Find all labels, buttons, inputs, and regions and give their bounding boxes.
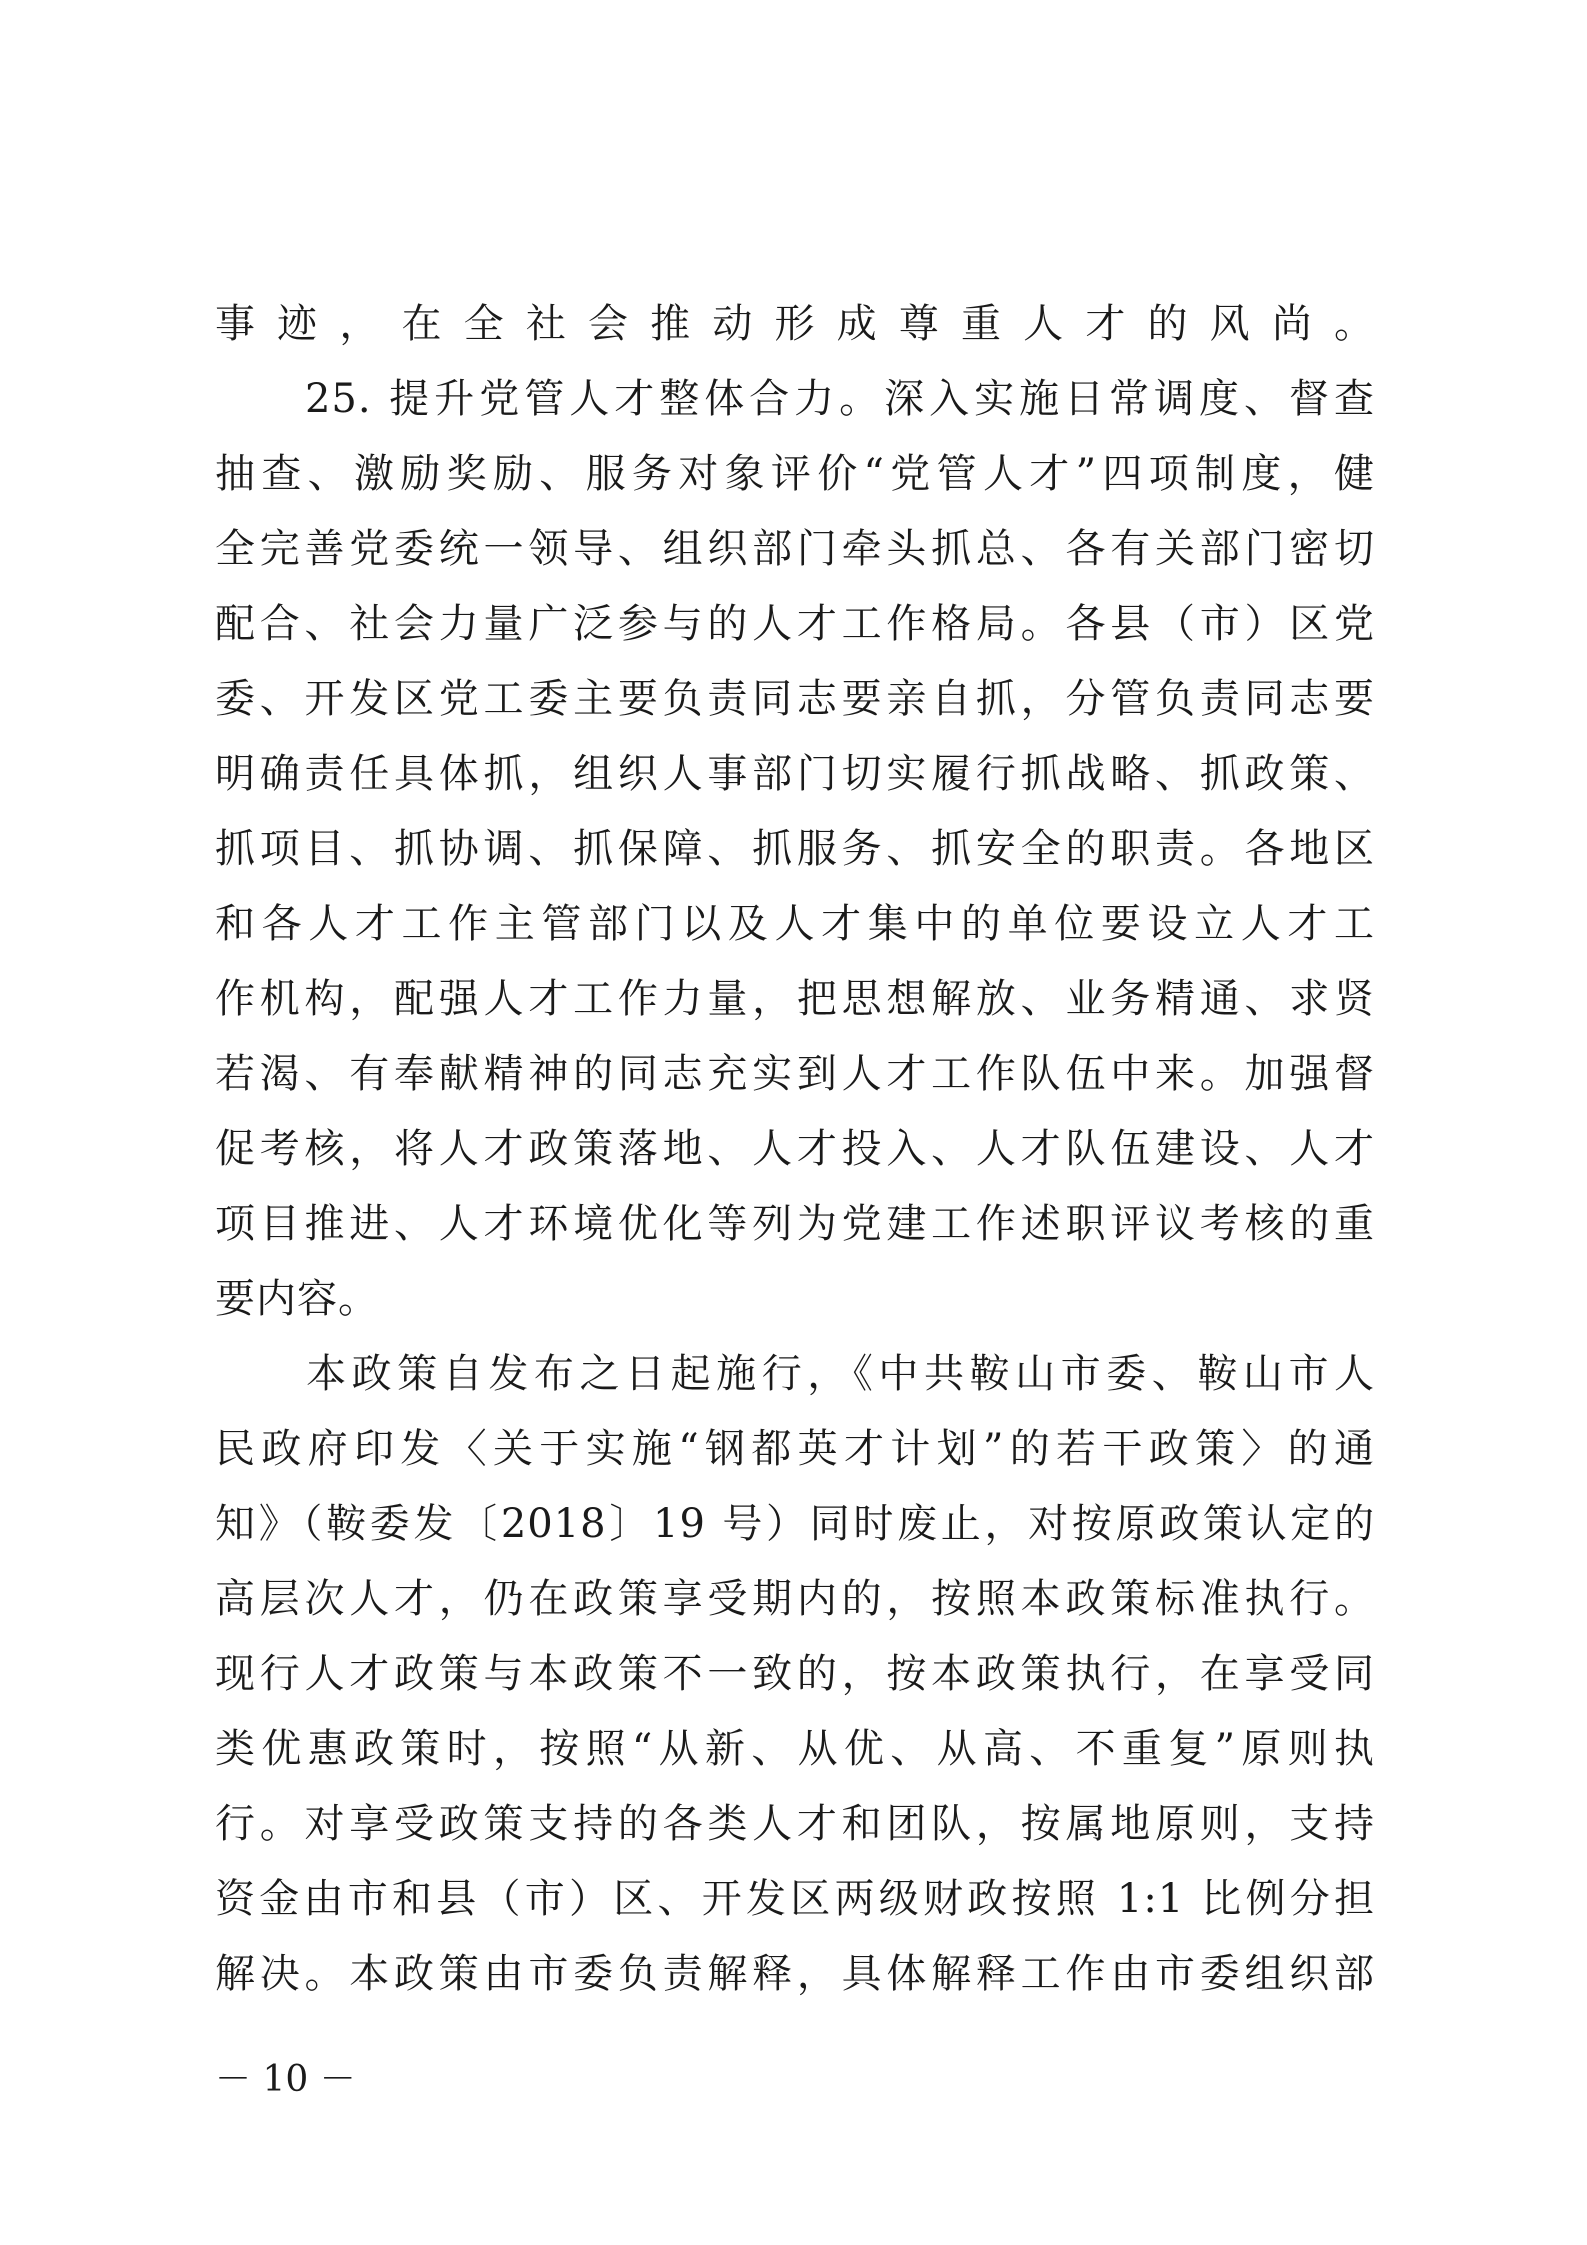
text-line: 作机构，配强人才工作力量，把思想解放、业务精通、求贤 xyxy=(215,976,1375,1022)
text-line: 现行人才政策与本政策不一致的，按本政策执行，在享受同 xyxy=(215,1651,1375,1697)
text-line: 和各人才工作主管部门以及人才集中的单位要设立人才工 xyxy=(215,901,1375,947)
text-line: 抽查、激励奖励、服务对象评价“党管人才”四项制度，健 xyxy=(215,451,1375,497)
text-line: 若渴、有奉献精神的同志充实到人才工作队伍中来。加强督 xyxy=(215,1051,1375,1097)
text-line: 民政府印发〈关于实施“钢都英才计划”的若干政策〉的通 xyxy=(215,1426,1375,1472)
text-line: 委、开发区党工委主要负责同志要亲自抓，分管负责同志要 xyxy=(215,676,1375,722)
text-line: 促考核，将人才政策落地、人才投入、人才队伍建设、人才 xyxy=(215,1126,1375,1172)
text-line: 全完善党委统一领导、组织部门牵头抓总、各有关部门密切 xyxy=(215,526,1375,572)
text-line: 高层次人才，仍在政策享受期内的，按照本政策标准执行。 xyxy=(215,1576,1375,1622)
text-line: 事迹，在全社会推动形成尊重人才的风尚。 xyxy=(215,301,1375,347)
text-line: 类优惠政策时，按照“从新、从优、从高、不重复”原则执 xyxy=(215,1726,1375,1772)
text-line: 项目推进、人才环境优化等列为党建工作述职评议考核的重 xyxy=(215,1201,1375,1247)
text-line: 抓项目、抓协调、抓保障、抓服务、抓安全的职责。各地区 xyxy=(215,826,1375,872)
page-number: － 10 － xyxy=(215,2059,356,2100)
text-line: 资金由市和县（市）区、开发区两级财政按照 1:1 比例分担 xyxy=(215,1876,1375,1922)
text-line: 行。对享受政策支持的各类人才和团队，按属地原则，支持 xyxy=(215,1801,1375,1847)
text-line: 解决。本政策由市委负责解释，具体解释工作由市委组织部 xyxy=(215,1951,1375,1997)
text-line: 知》（鞍委发〔2018〕19 号）同时废止，对按原政策认定的 xyxy=(215,1501,1375,1547)
text-line: 明确责任具体抓，组织人事部门切实履行抓战略、抓政策、 xyxy=(215,751,1375,797)
text-line: 要内容。 xyxy=(215,1276,379,1322)
text-line: 本政策自发布之日起施行，《中共鞍山市委、鞍山市人 xyxy=(215,1351,1375,1397)
text-line: 配合、社会力量广泛参与的人才工作格局。各县（市）区党 xyxy=(215,601,1375,647)
text-line: 25. 提升党管人才整体合力。深入实施日常调度、督查 xyxy=(215,376,1375,422)
